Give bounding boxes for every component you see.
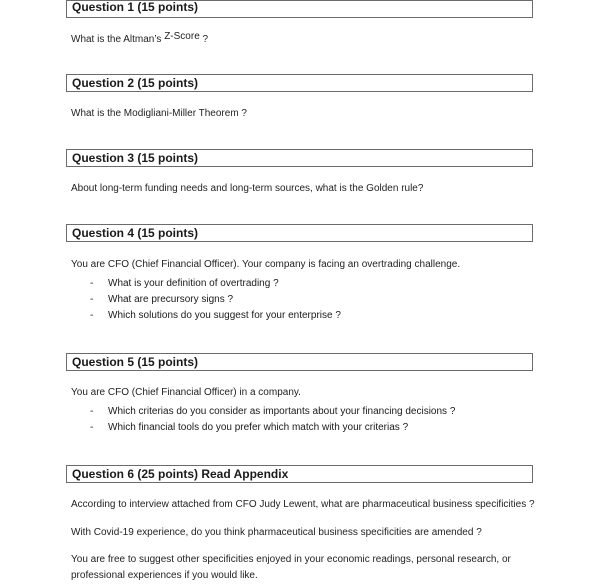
list-item: Which criterias do you consider as importants about your financing decisions ? xyxy=(108,406,456,417)
question-6-paragraph-1: According to interview attached from CFO Judy Lewent, what are pharmaceutical business specificities ? xyxy=(71,499,535,510)
question-4-intro: You are CFO (Chief Financial Officer). Your company is facing an overtrading challenge. xyxy=(71,259,461,270)
list-item: Which financial tools do you prefer which match with your criterias ? xyxy=(108,422,409,433)
list-bullet: - xyxy=(90,294,94,305)
list-item: What is your definition of overtrading ? xyxy=(108,278,279,289)
list-bullet: - xyxy=(90,406,94,417)
question-5-header xyxy=(66,353,533,371)
question-1-title: Question 1 (15 points) xyxy=(72,0,199,14)
question-3-title: Question 3 (15 points) xyxy=(72,151,199,165)
question-4-title: Question 4 (15 points) xyxy=(72,226,199,240)
question-6-paragraph-2: With Covid-19 experience, do you think pharmaceutical business specificities are amended ? xyxy=(71,527,482,538)
question-1-text-end: ? xyxy=(199,34,209,45)
question-3-text: About long-term funding needs and long-term sources, what is the Golden rule? xyxy=(71,183,424,194)
question-1-text xyxy=(71,33,208,46)
question-1-header xyxy=(66,0,533,18)
question-2-title: Question 2 (15 points) xyxy=(72,76,199,90)
question-6-paragraph-3: You are free to suggest other specificities enjoyed in your economic readings, personal research, or professional experiences if you would like. xyxy=(71,554,511,581)
list-bullet: - xyxy=(90,422,94,433)
question-5-intro: You are CFO (Chief Financial Officer) in a company. xyxy=(71,387,301,398)
list-item: What are precursory signs ? xyxy=(108,294,234,305)
question-6-header xyxy=(66,465,533,483)
list-bullet: - xyxy=(90,278,94,289)
list-bullet: - xyxy=(90,310,94,321)
question-6-title: Question 6 (25 points) Read Appendix xyxy=(72,467,289,481)
question-3-header xyxy=(66,149,533,167)
question-1-text-start: What is the Altman’s xyxy=(71,34,165,45)
question-2-text: What is the Modigliani-Miller Theorem ? xyxy=(71,108,247,119)
z-score-superscript: Z-Score xyxy=(164,31,200,42)
question-2-header xyxy=(66,74,533,92)
question-5-title: Question 5 (15 points) xyxy=(72,355,199,369)
question-4-header xyxy=(66,224,533,242)
list-item: Which solutions do you suggest for your enterprise ? xyxy=(108,310,341,321)
